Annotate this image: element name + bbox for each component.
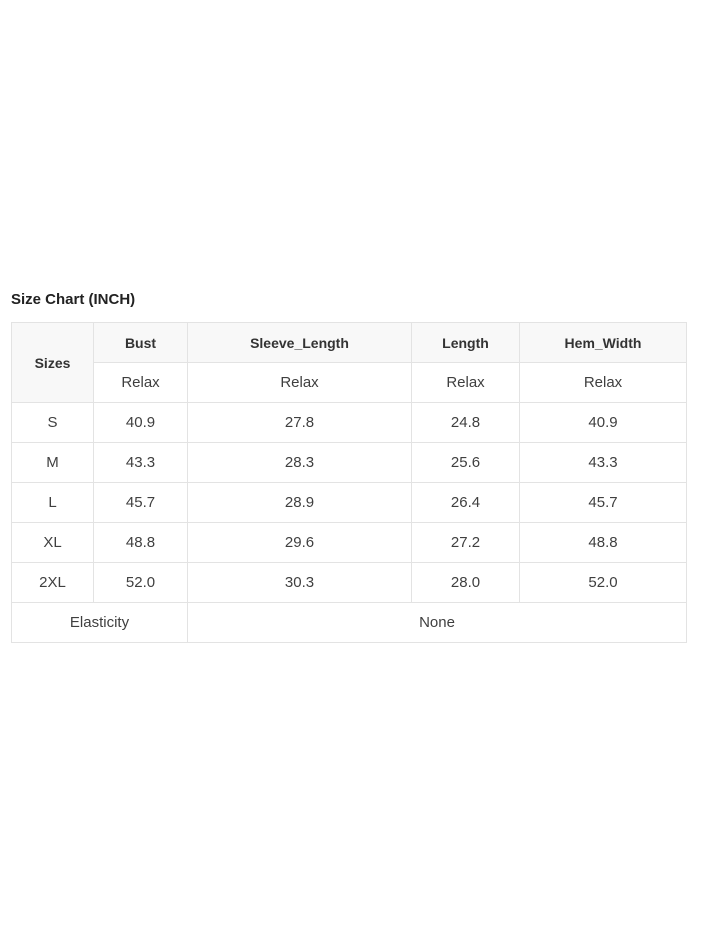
- value-cell: 24.8: [412, 403, 520, 443]
- value-cell: 25.6: [412, 443, 520, 483]
- size-cell: M: [12, 443, 94, 483]
- value-cell: 27.2: [412, 523, 520, 563]
- value-cell: 28.9: [188, 483, 412, 523]
- value-cell: 45.7: [94, 483, 188, 523]
- value-cell: 48.8: [94, 523, 188, 563]
- value-cell: 29.6: [188, 523, 412, 563]
- value-cell: 28.0: [412, 563, 520, 603]
- size-chart-table: [11, 322, 687, 643]
- table-row-size-l: [12, 483, 687, 523]
- column-header-sizes: Sizes: [12, 323, 94, 403]
- size-cell: 2XL: [12, 563, 94, 603]
- value-cell: 43.3: [520, 443, 687, 483]
- fit-type-row: [12, 363, 687, 403]
- value-cell: 52.0: [94, 563, 188, 603]
- size-cell: L: [12, 483, 94, 523]
- size-cell: XL: [12, 523, 94, 563]
- value-cell: 40.9: [94, 403, 188, 443]
- column-header-hem-width: Hem_Width: [520, 323, 687, 363]
- value-cell: 43.3: [94, 443, 188, 483]
- value-cell: 40.9: [520, 403, 687, 443]
- value-cell: 48.8: [520, 523, 687, 563]
- elasticity-label: Elasticity: [12, 603, 188, 643]
- elasticity-row: [12, 603, 687, 643]
- table-row-size-s: [12, 403, 687, 443]
- table-row-size-xl: [12, 523, 687, 563]
- table-row-size-2xl: [12, 563, 687, 603]
- value-cell: 27.8: [188, 403, 412, 443]
- value-cell: 30.3: [188, 563, 412, 603]
- fit-cell-bust: Relax: [94, 363, 188, 403]
- fit-cell-sleeve-length: Relax: [188, 363, 412, 403]
- column-header-sleeve-length: Sleeve_Length: [188, 323, 412, 363]
- size-cell: S: [12, 403, 94, 443]
- measurement-header-row: [12, 323, 687, 363]
- table-row-size-m: [12, 443, 687, 483]
- fit-cell-hem-width: Relax: [520, 363, 687, 403]
- value-cell: 28.3: [188, 443, 412, 483]
- size-chart-title: Size Chart (INCH): [11, 291, 136, 308]
- column-header-bust: Bust: [94, 323, 188, 363]
- value-cell: 26.4: [412, 483, 520, 523]
- column-header-length: Length: [412, 323, 520, 363]
- elasticity-value: None: [188, 603, 687, 643]
- value-cell: 45.7: [520, 483, 687, 523]
- fit-cell-length: Relax: [412, 363, 520, 403]
- value-cell: 52.0: [520, 563, 687, 603]
